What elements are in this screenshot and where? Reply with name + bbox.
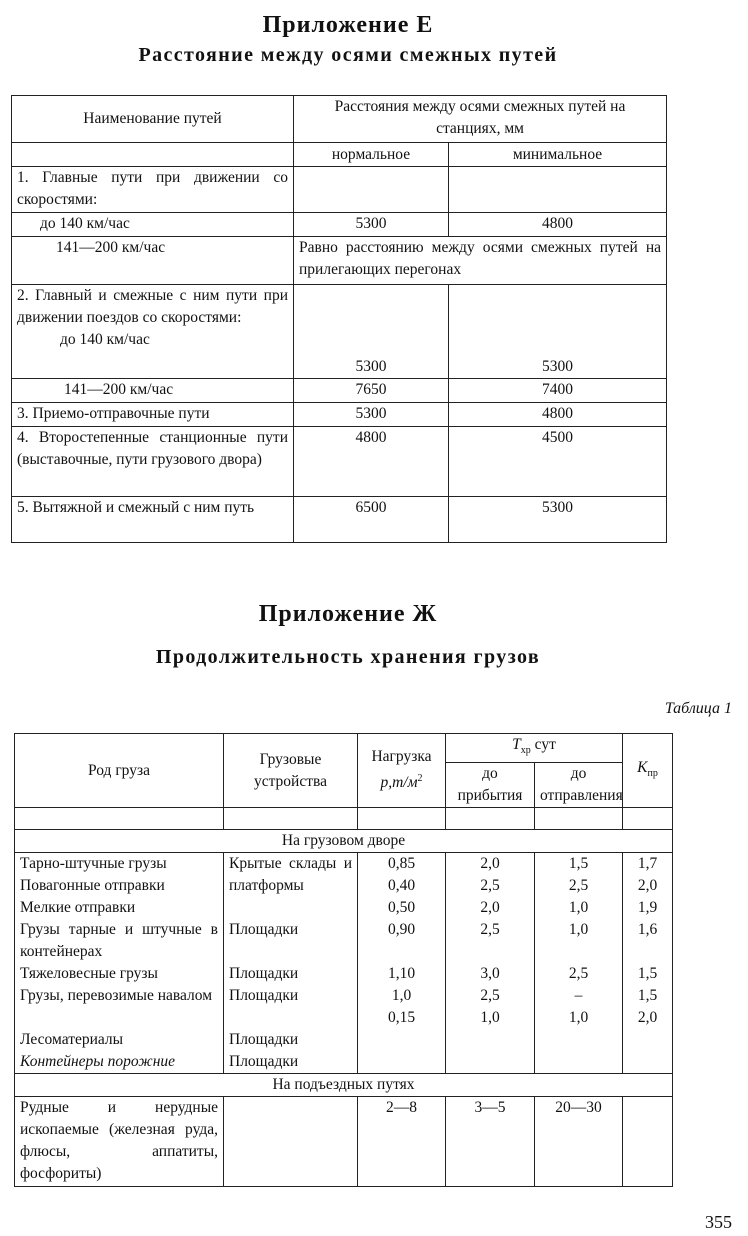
row-normal: 5300 <box>355 358 387 375</box>
arrival-value: 3,0 <box>446 963 535 985</box>
k-value: 1,5 <box>623 963 673 985</box>
cargo-name: Мелкие отправки <box>15 897 224 919</box>
row-minimal: 4500 <box>449 427 667 497</box>
k-value: 1,5 <box>623 985 673 1007</box>
load-value: 0,85 <box>358 853 446 876</box>
table-row <box>12 213 667 237</box>
table-row <box>15 1051 673 1074</box>
table-row <box>15 985 673 1007</box>
row-minimal: 4800 <box>449 403 667 427</box>
header-cargo: Род груза <box>15 734 224 808</box>
section-access-tracks: На подъездных путях <box>15 1074 673 1097</box>
row-name: 1. Главные пути при движении со скоростями: <box>12 167 294 213</box>
device-name: Площадки <box>224 919 358 963</box>
appendix-e-subtitle: Расстояние между осями смежных путей <box>138 44 558 66</box>
row-name: 3. Приемо-отправочные пути <box>12 403 294 427</box>
k-value: 1,7 <box>623 853 673 876</box>
arrival-value: 2,5 <box>446 875 535 897</box>
device-name: Площадки <box>224 963 358 985</box>
header-k: $K_{пр}$ <box>623 734 673 808</box>
row-normal: 6500 <box>294 497 449 543</box>
row-name: до 140 км/час <box>12 213 294 237</box>
page-number: 355 <box>705 1212 732 1232</box>
table-row <box>15 919 673 963</box>
arrival-value: 2,0 <box>446 853 535 876</box>
departure-value: 1,0 <box>535 1007 623 1029</box>
arrival-value: 1,0 <box>446 1007 535 1029</box>
departure-value: 1,0 <box>535 897 623 919</box>
table-row <box>15 963 673 985</box>
appendix-zh-title: Приложение Ж <box>258 601 438 627</box>
cargo-name: Лесоматериалы <box>15 1029 224 1051</box>
row-minimal: 5300 <box>542 358 573 375</box>
arrival-value: 2,0 <box>446 897 535 919</box>
load-value: 1,0 <box>358 985 446 1007</box>
row-note: Равно расстоянию между осями смежных путей на прилегающих перегонах <box>294 237 667 285</box>
section-row <box>15 830 673 853</box>
cargo-name: Грузы, перевозимые навалом <box>15 985 224 1029</box>
table-zh-header-row <box>15 734 673 763</box>
cargo-name: Грузы тарные и штучные в контейнерах <box>15 919 224 963</box>
arrival-value: 3—5 <box>446 1097 535 1187</box>
table-row <box>12 167 667 213</box>
device-name: Площадки <box>224 985 358 1007</box>
table-row <box>12 285 667 379</box>
load-value: 0,15 <box>358 1007 446 1029</box>
header-arrival: до прибытия <box>446 763 535 808</box>
table-caption: Таблица 1 <box>664 700 732 717</box>
load-value: 0,90 <box>358 919 446 963</box>
arrival-value: 2,5 <box>446 985 535 1007</box>
header-distance: Расстояния между осями смежных путей на станциях, мм <box>294 96 667 143</box>
cargo-name: Повагонные отправки <box>15 875 224 897</box>
row-name: 141—200 км/час <box>12 237 294 285</box>
departure-value: 1,5 <box>535 853 623 876</box>
row-normal: 5300 <box>294 213 449 237</box>
device-name: Крытые склады и платформы <box>224 853 358 920</box>
appendix-zh-subtitle: Продолжительность хранения грузов <box>155 646 541 668</box>
table-row <box>12 237 667 285</box>
load-value: 0,40 <box>358 875 446 897</box>
cargo-name: Тяжеловесные грузы <box>15 963 224 985</box>
row-normal: 4800 <box>294 427 449 497</box>
header-devices: Грузовые устройства <box>224 734 358 808</box>
row-minimal: 5300 <box>449 497 667 543</box>
k-value: 2,0 <box>623 875 673 897</box>
header-minimal: минимальное <box>449 143 667 167</box>
header-load: Нагрузка $p,т/м^2$ <box>358 734 446 808</box>
table-row <box>15 1029 673 1051</box>
section-freight-yard: На грузовом дворе <box>15 830 673 853</box>
track-distance-table <box>11 95 667 543</box>
departure-value: 2,5 <box>535 875 623 897</box>
device-name: Площадки <box>224 1029 358 1051</box>
row-normal: 7650 <box>294 379 449 403</box>
table-e-header-row <box>12 96 667 143</box>
load-value: 1,10 <box>358 963 446 985</box>
header-storage-time: $T_{хр}$ сут <box>446 734 623 763</box>
header-normal: нормальное <box>294 143 449 167</box>
table-row <box>12 497 667 543</box>
table-row <box>15 1097 673 1187</box>
k-value: 2,0 <box>623 1007 673 1029</box>
row-name: 5. Вытяжной и смежный с ним путь <box>12 497 294 543</box>
cargo-name: Контейнеры порожние <box>15 1051 224 1074</box>
row-name: 141—200 км/час <box>12 379 294 403</box>
table-row <box>12 403 667 427</box>
arrival-value: 2,5 <box>446 919 535 963</box>
table-row <box>15 853 673 876</box>
device-name: Площадки <box>224 1051 358 1074</box>
header-empty <box>12 143 294 167</box>
departure-value: 2,5 <box>535 963 623 985</box>
table-row <box>12 379 667 403</box>
load-value: 2—8 <box>358 1097 446 1187</box>
k-value: 1,6 <box>623 919 673 963</box>
header-track-name: Наименование путей <box>12 96 294 143</box>
header-spacer-row <box>15 808 673 830</box>
cargo-storage-table <box>14 733 673 1187</box>
row-minimal: 7400 <box>449 379 667 403</box>
departure-value: – <box>535 985 623 1007</box>
departure-value: 20—30 <box>535 1097 623 1187</box>
cargo-name: Рудные и нерудные ископаемые (железная руда, флюсы, аппатиты, фосфориты) <box>15 1097 224 1187</box>
table-e-subheader-row <box>12 143 667 167</box>
row-name: 2. Главный и смежные с ним пути при движении поездов со скоростями: <box>17 287 288 326</box>
row-subname: до 140 км/час <box>60 331 150 348</box>
header-departure: до отправления <box>535 763 623 808</box>
departure-value: 1,0 <box>535 919 623 963</box>
load-value: 0,50 <box>358 897 446 919</box>
k-value: 1,9 <box>623 897 673 919</box>
row-normal: 5300 <box>294 403 449 427</box>
table-row <box>12 427 667 497</box>
section-row <box>15 1074 673 1097</box>
cargo-name: Тарно-штучные грузы <box>15 853 224 876</box>
row-minimal: 4800 <box>449 213 667 237</box>
row-name: 4. Второстепенные станционные пути (выставочные, пути грузового двора) <box>12 427 294 497</box>
appendix-e-title: Приложение Е <box>262 12 434 38</box>
